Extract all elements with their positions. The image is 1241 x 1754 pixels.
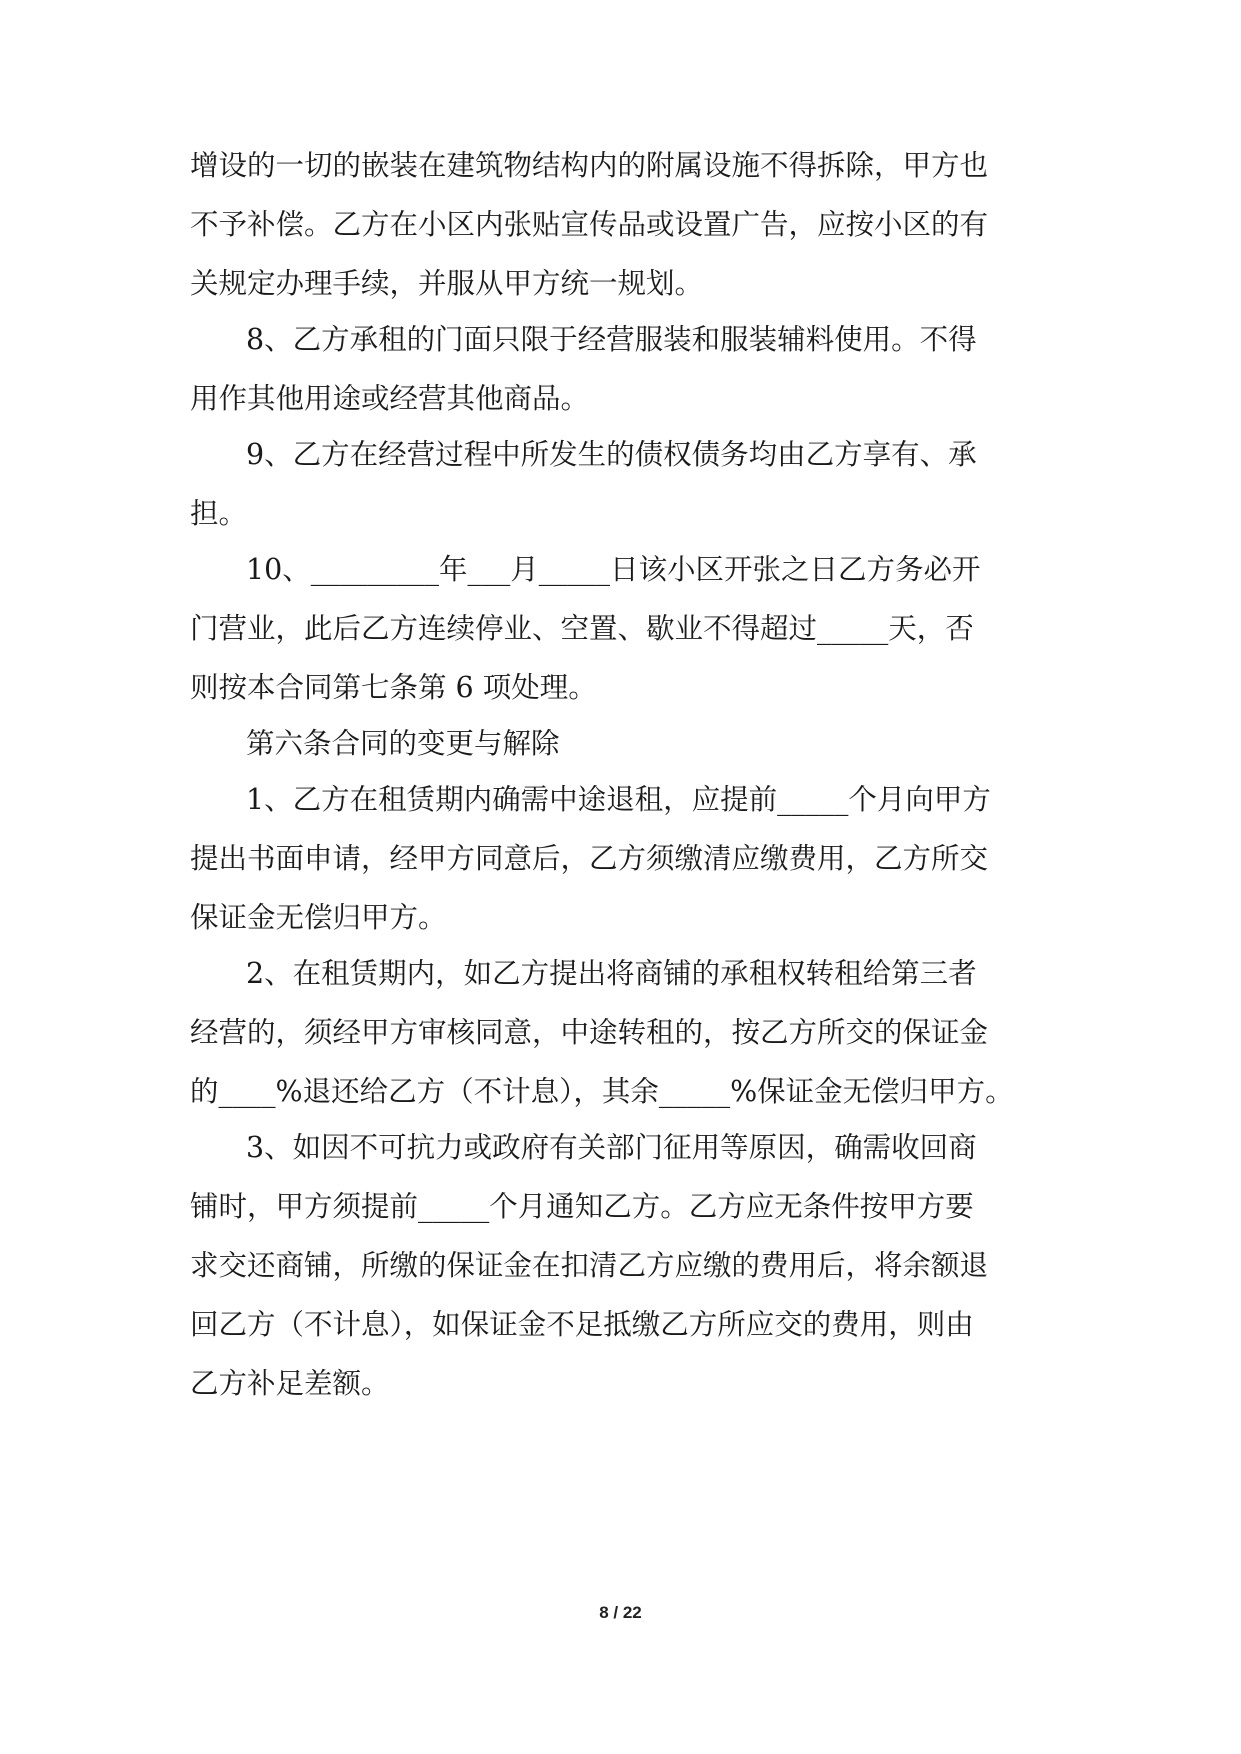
text-line: 则按本合同第七条第 6 项处理。 (190, 671, 597, 704)
text-line: 提出书面申请，经甲方同意后，乙方须缴清应缴费用，乙方所交 (190, 842, 989, 875)
text-line: 8、乙方承租的门面只限于经营服装和服装辅料使用。不得 (246, 323, 977, 356)
text-line: 门营业，此后乙方连续停业、空置、歇业不得超过_____天，否 (190, 612, 974, 645)
text-line: 关规定办理手续，并服从甲方统一规划。 (190, 267, 704, 300)
text-line: 回乙方（不计息），如保证金不足抵缴乙方所应交的费用，则由 (190, 1308, 974, 1341)
text-line: 不予补偿。乙方在小区内张贴宣传品或设置广告，应按小区的有 (190, 208, 989, 241)
text-line: 用作其他用途或经营其他商品。 (190, 382, 590, 415)
text-line: 的____%退还给乙方（不计息），其余_____%保证金无偿归甲方。 (190, 1075, 1014, 1108)
text-line: 担。 (190, 497, 248, 530)
text-line: 求交还商铺，所缴的保证金在扣清乙方应缴的费用后，将余额退 (190, 1249, 989, 1282)
text-line: 10、_________年___月_____日该小区开张之日乙方务必开 (246, 553, 981, 586)
text-line: 经营的，须经甲方审核同意，中途转租的，按乙方所交的保证金 (190, 1016, 989, 1049)
text-line: 2、在租赁期内，如乙方提出将商铺的承租权转租给第三者 (246, 957, 977, 990)
text-line: 保证金无偿归甲方。 (190, 901, 447, 934)
text-line: 9、乙方在经营过程中所发生的债权债务均由乙方享有、承 (246, 438, 977, 471)
text-line: 铺时，甲方须提前_____个月通知乙方。乙方应无条件按甲方要 (190, 1190, 974, 1223)
text-line: 增设的一切的嵌装在建筑物结构内的附属设施不得拆除，甲方也 (190, 149, 989, 182)
text-line: 1、乙方在租赁期内确需中途退租，应提前_____个月向甲方 (246, 783, 991, 816)
section-heading: 第六条合同的变更与解除 (246, 727, 560, 760)
text-line: 乙方补足差额。 (190, 1367, 390, 1400)
page-number: 8 / 22 (599, 1603, 642, 1622)
text-line: 3、如因不可抗力或政府有关部门征用等原因，确需收回商 (246, 1131, 977, 1164)
